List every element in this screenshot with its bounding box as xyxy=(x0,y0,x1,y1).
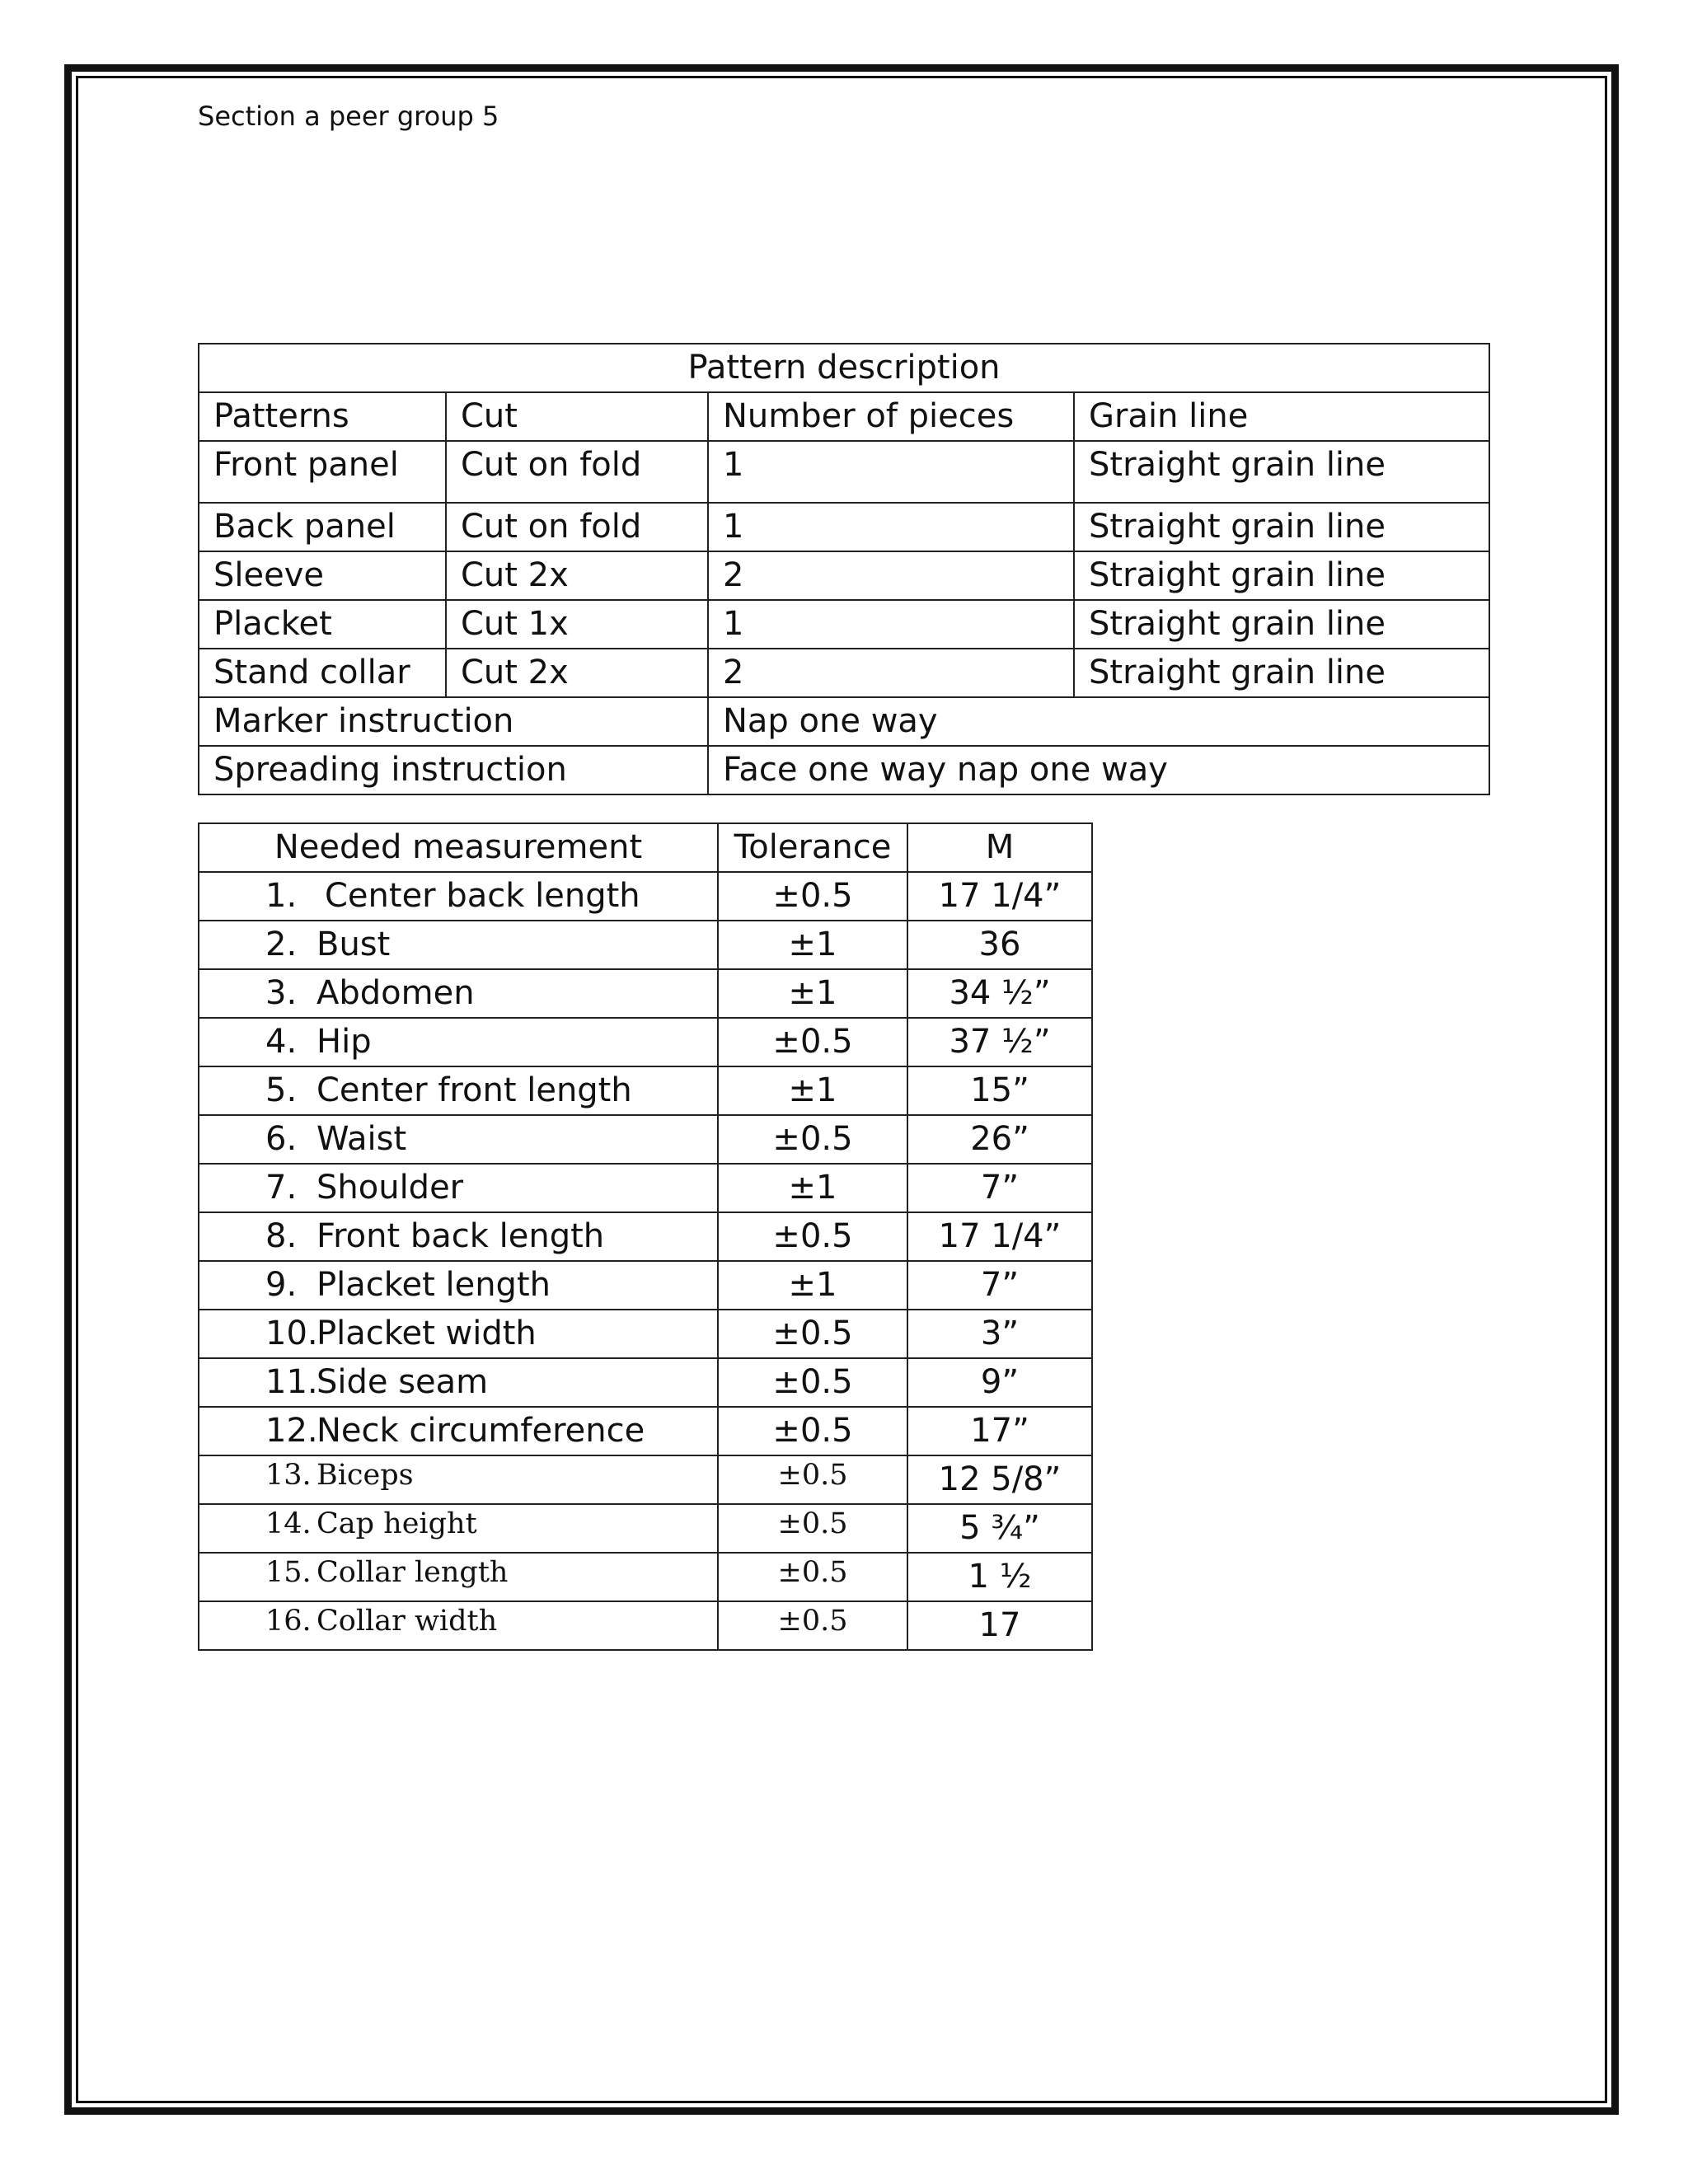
table-row xyxy=(199,600,1489,649)
table-cell: Placket xyxy=(199,600,446,649)
column-header: Tolerance xyxy=(718,823,907,872)
measurement-name-cell xyxy=(199,1601,718,1650)
table-cell: Back panel xyxy=(199,503,446,551)
measurement-name-cell xyxy=(199,1358,718,1407)
measurement-name-cell xyxy=(199,1018,718,1066)
tolerance-cell: ±1 xyxy=(718,921,907,969)
table-cell: Cut 2x xyxy=(446,649,708,697)
marker-instruction-label: Marker instruction xyxy=(199,697,708,746)
table-row xyxy=(199,1553,1092,1601)
header-note: Section a peer group 5 xyxy=(198,101,499,132)
size-m-cell: 7” xyxy=(907,1261,1092,1310)
table-cell: 1 xyxy=(708,503,1074,551)
size-m-cell: 9” xyxy=(907,1358,1092,1407)
size-m-cell: 17 1/4” xyxy=(907,872,1092,921)
tolerance-cell: ±1 xyxy=(718,1261,907,1310)
table-cell: 2 xyxy=(708,551,1074,600)
tolerance-cell: ±0.5 xyxy=(718,1407,907,1455)
table-cell: Stand collar xyxy=(199,649,446,697)
table-row xyxy=(199,872,1092,921)
column-header: Needed measurement xyxy=(199,823,718,872)
measurement-name-cell xyxy=(199,1407,718,1455)
measurement-number: 5. xyxy=(265,1071,298,1109)
measurement-number: 9. xyxy=(265,1266,298,1304)
measurement-name: Shoulder xyxy=(316,1169,464,1207)
size-m-cell: 17” xyxy=(907,1407,1092,1455)
measurement-name: Neck circumference xyxy=(316,1412,645,1450)
table-row xyxy=(199,649,1489,697)
table-cell: 1 xyxy=(708,600,1074,649)
size-m-cell: 15” xyxy=(907,1066,1092,1115)
size-m-cell: 7” xyxy=(907,1164,1092,1212)
size-m-cell: 34 ½” xyxy=(907,969,1092,1018)
table-header-row xyxy=(199,392,1489,441)
measurement-name-cell xyxy=(199,1115,718,1164)
spreading-instruction-value: Face one way nap one way xyxy=(708,746,1489,794)
measurement-name-cell xyxy=(199,872,718,921)
table-row xyxy=(199,441,1489,503)
table-row xyxy=(199,1407,1092,1455)
size-m-cell: 17 xyxy=(907,1601,1092,1650)
measurement-name: Placket width xyxy=(316,1315,537,1352)
table-row xyxy=(199,921,1092,969)
measurement-number: 14. xyxy=(265,1507,312,1540)
measurement-name-cell xyxy=(199,969,718,1018)
tolerance-cell: ±0.5 xyxy=(718,1601,907,1650)
measurement-number: 2. xyxy=(265,926,298,963)
tolerance-cell: ±1 xyxy=(718,1066,907,1115)
marker-instruction-value: Nap one way xyxy=(708,697,1489,746)
table-row xyxy=(199,969,1092,1018)
table-cell: Straight grain line xyxy=(1074,441,1489,503)
measurement-table xyxy=(198,823,1093,1651)
table-row xyxy=(199,1018,1092,1066)
measurement-name: Waist xyxy=(316,1120,407,1158)
size-m-cell: 17 1/4” xyxy=(907,1212,1092,1261)
tolerance-cell: ±0.5 xyxy=(718,1212,907,1261)
measurement-name-cell xyxy=(199,921,718,969)
tolerance-cell: ±0.5 xyxy=(718,1455,907,1504)
measurement-name-cell xyxy=(199,1310,718,1358)
table-cell: Cut on fold xyxy=(446,441,708,503)
measurement-number: 3. xyxy=(265,974,298,1012)
table-header-row xyxy=(199,823,1092,872)
table-cell: Straight grain line xyxy=(1074,649,1489,697)
table-row xyxy=(199,1601,1092,1650)
measurement-name-cell xyxy=(199,1504,718,1553)
measurement-number: 11. xyxy=(265,1363,318,1401)
measurement-name: Hip xyxy=(316,1023,372,1061)
measurement-name: Collar width xyxy=(316,1605,498,1638)
tolerance-cell: ±0.5 xyxy=(718,1310,907,1358)
table-row xyxy=(199,1310,1092,1358)
table-cell: Straight grain line xyxy=(1074,551,1489,600)
measurement-name: Side seam xyxy=(316,1363,489,1401)
table-row xyxy=(199,1261,1092,1310)
size-m-cell: 1 ½ xyxy=(907,1553,1092,1601)
size-m-cell: 12 5/8” xyxy=(907,1455,1092,1504)
spreading-instruction-label: Spreading instruction xyxy=(199,746,708,794)
spreading-instruction-row xyxy=(199,746,1489,794)
measurement-number: 12. xyxy=(265,1412,318,1450)
tolerance-cell: ±0.5 xyxy=(718,872,907,921)
table-cell: Sleeve xyxy=(199,551,446,600)
tolerance-cell: ±1 xyxy=(718,969,907,1018)
size-m-cell: 36 xyxy=(907,921,1092,969)
measurement-number: 1. xyxy=(265,877,298,915)
table-row xyxy=(199,1504,1092,1553)
measurement-name: Collar length xyxy=(316,1556,509,1589)
table-cell: Straight grain line xyxy=(1074,503,1489,551)
measurement-name-cell xyxy=(199,1066,718,1115)
table-row xyxy=(199,1164,1092,1212)
table-cell: Cut 2x xyxy=(446,551,708,600)
measurement-name: Bust xyxy=(316,926,391,963)
measurement-name: Biceps xyxy=(316,1459,414,1492)
column-header: Cut xyxy=(446,392,708,441)
tolerance-cell: ±0.5 xyxy=(718,1553,907,1601)
measurement-name-cell xyxy=(199,1261,718,1310)
size-m-cell: 3” xyxy=(907,1310,1092,1358)
pattern-table-title: Pattern description xyxy=(199,344,1489,392)
measurement-number: 8. xyxy=(265,1217,298,1255)
pattern-description-table xyxy=(198,343,1490,795)
measurement-number: 10. xyxy=(265,1315,318,1352)
table-row xyxy=(199,1455,1092,1504)
measurement-number: 4. xyxy=(265,1023,298,1061)
tolerance-cell: ±0.5 xyxy=(718,1018,907,1066)
measurement-name: Center front length xyxy=(316,1071,632,1109)
table-row xyxy=(199,1212,1092,1261)
column-header: Patterns xyxy=(199,392,446,441)
table-row xyxy=(199,503,1489,551)
measurement-name-cell xyxy=(199,1455,718,1504)
table-title-row xyxy=(199,344,1489,392)
measurement-name: Cap height xyxy=(316,1507,477,1540)
column-header: M xyxy=(907,823,1092,872)
measurement-name-cell xyxy=(199,1212,718,1261)
column-header: Number of pieces xyxy=(708,392,1074,441)
measurement-name: Placket length xyxy=(316,1266,551,1304)
size-m-cell: 5 ¾” xyxy=(907,1504,1092,1553)
table-row xyxy=(199,1115,1092,1164)
measurement-name-cell xyxy=(199,1553,718,1601)
tolerance-cell: ±1 xyxy=(718,1164,907,1212)
tolerance-cell: ±0.5 xyxy=(718,1358,907,1407)
tolerance-cell: ±0.5 xyxy=(718,1504,907,1553)
table-row xyxy=(199,1066,1092,1115)
table-row xyxy=(199,551,1489,600)
measurement-number: 15. xyxy=(265,1556,312,1589)
marker-instruction-row xyxy=(199,697,1489,746)
measurement-number: 6. xyxy=(265,1120,298,1158)
measurement-name: Front back length xyxy=(316,1217,605,1255)
table-cell: Cut 1x xyxy=(446,600,708,649)
size-m-cell: 37 ½” xyxy=(907,1018,1092,1066)
measurement-number: 13. xyxy=(265,1459,312,1492)
table-cell: 1 xyxy=(708,441,1074,503)
size-m-cell: 26” xyxy=(907,1115,1092,1164)
measurement-name-cell xyxy=(199,1164,718,1212)
measurement-name: Center back length xyxy=(325,877,640,915)
measurement-number: 16. xyxy=(265,1605,312,1638)
table-cell: 2 xyxy=(708,649,1074,697)
measurement-name: Abdomen xyxy=(316,974,475,1012)
table-cell: Straight grain line xyxy=(1074,600,1489,649)
table-cell: Front panel xyxy=(199,441,446,503)
column-header: Grain line xyxy=(1074,392,1489,441)
measurement-number: 7. xyxy=(265,1169,298,1207)
tolerance-cell: ±0.5 xyxy=(718,1115,907,1164)
table-row xyxy=(199,1358,1092,1407)
table-cell: Cut on fold xyxy=(446,503,708,551)
